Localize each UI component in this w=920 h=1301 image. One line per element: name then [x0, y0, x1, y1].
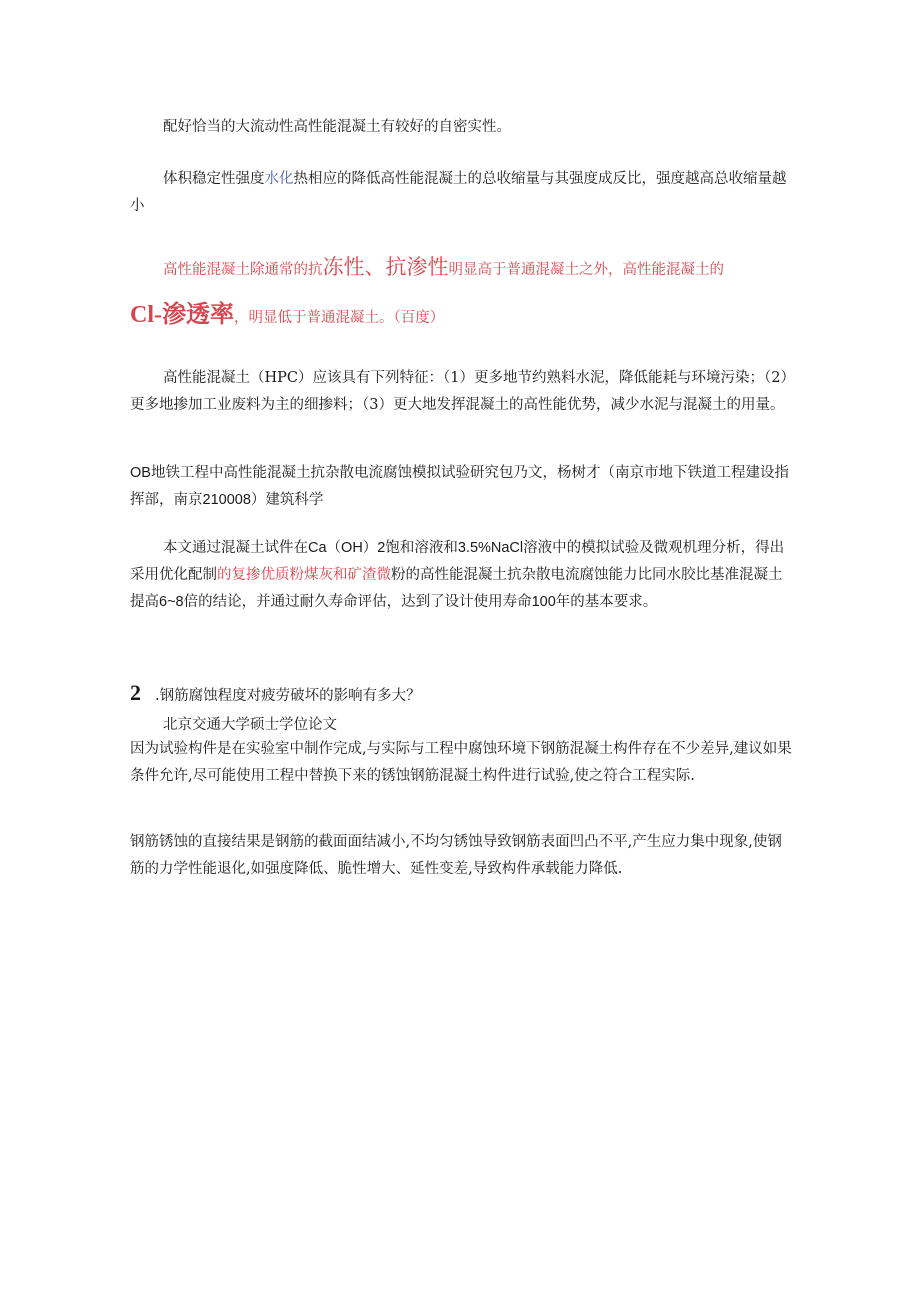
paragraph-hpc-features [130, 365, 795, 419]
paragraph-self-compacting [130, 114, 795, 141]
paragraph-text: ，明显低于普通混凝土。（百度） [234, 310, 445, 326]
paragraph-text: 本文通过混凝土试件在Ca（OH）2饱和溶液和3.5%NaCl溶液中的模拟试验及微观机理分析，得出采用优化配制 [130, 540, 785, 583]
paragraph-frost-resistance [130, 252, 795, 285]
section-heading-text: .钢筋腐蚀程度对疲劳破坏的影响有多大？ [155, 688, 421, 704]
paragraph-chloride-permeability [130, 299, 795, 334]
fly-ash-slag-highlight: 的复掺优质粉煤灰和矿渣微 [217, 567, 391, 583]
paragraph-text: 热相应的降低高性能混凝土的总收缩量与其强度成反比，强度越高总收缩量越小 [130, 171, 787, 214]
paragraph-text: 因为试验构件是在实验室中制作完成,与实际与工程中腐蚀环境下钢筋混凝土构件存在不少差异,建议如果条件允许,尽可能使用工程中替换下来的锈蚀钢筋混凝土构件进行试验,使之符合工程实际. [130, 741, 792, 784]
paragraph-text: 高性能混凝土（HPC）应该具有下列特征：（1）更多地节约熟料水泥，降低能耗与环境污染；（2）更多地掺加工业废料为主的细掺料；（3）更大地发挥混凝土的高性能优势，减少水泥与混凝土的用量。 [130, 370, 795, 413]
hydration-highlight: 水化 [264, 171, 294, 187]
paragraph-reference-citation [130, 460, 795, 514]
paragraph-stray-current-study [130, 535, 795, 616]
paragraph-text: 北京交通大学硕士学位论文 [163, 717, 337, 733]
paragraph-corrosion-effects [130, 829, 795, 883]
paragraph-text: 高性能混凝土除通常的抗 [163, 262, 323, 278]
paragraph-text: OB地铁工程中高性能混凝土抗杂散电流腐蚀模拟试验研究包乃文，杨树才（南京市地下铁道工程建设指挥部，南京210008）建筑科学 [130, 465, 789, 508]
paragraph-volume-stability [130, 166, 795, 220]
paragraph-test-specimen-note [130, 736, 795, 790]
paragraph-text: 体积稳定性强度 [163, 171, 265, 187]
paragraph-text: 配好恰当的大流动性高性能混凝土有较好的自密实性。 [163, 119, 511, 135]
paragraph-text: 粉的高性能混凝土抗杂散电流腐蚀能力比同水胶比基准混凝土提高6~8倍的结论，并通过耐久寿命评估，达到了设计使用寿命100年的基本要求。 [130, 567, 783, 610]
paragraph-text: 钢筋锈蚀的直接结果是钢筋的截面面结减小,不均匀锈蚀导致钢筋表面凹凸不平,产生应力集中现象,使钢筋的力学性能退化,如强度降低、脆性增大、延性变差,导致构件承载能力降低. [130, 834, 782, 877]
chloride-permeability-label: Cl-渗透率 [130, 302, 234, 328]
section-number: 2 [130, 680, 141, 705]
frost-impermeability-highlight: 冻性、抗渗性 [322, 255, 449, 279]
paragraph-text: 明显高于普通混凝土之外，高性能混凝土的 [448, 262, 724, 278]
paragraph-source-thesis [130, 712, 795, 739]
section-heading-2 [130, 678, 795, 711]
